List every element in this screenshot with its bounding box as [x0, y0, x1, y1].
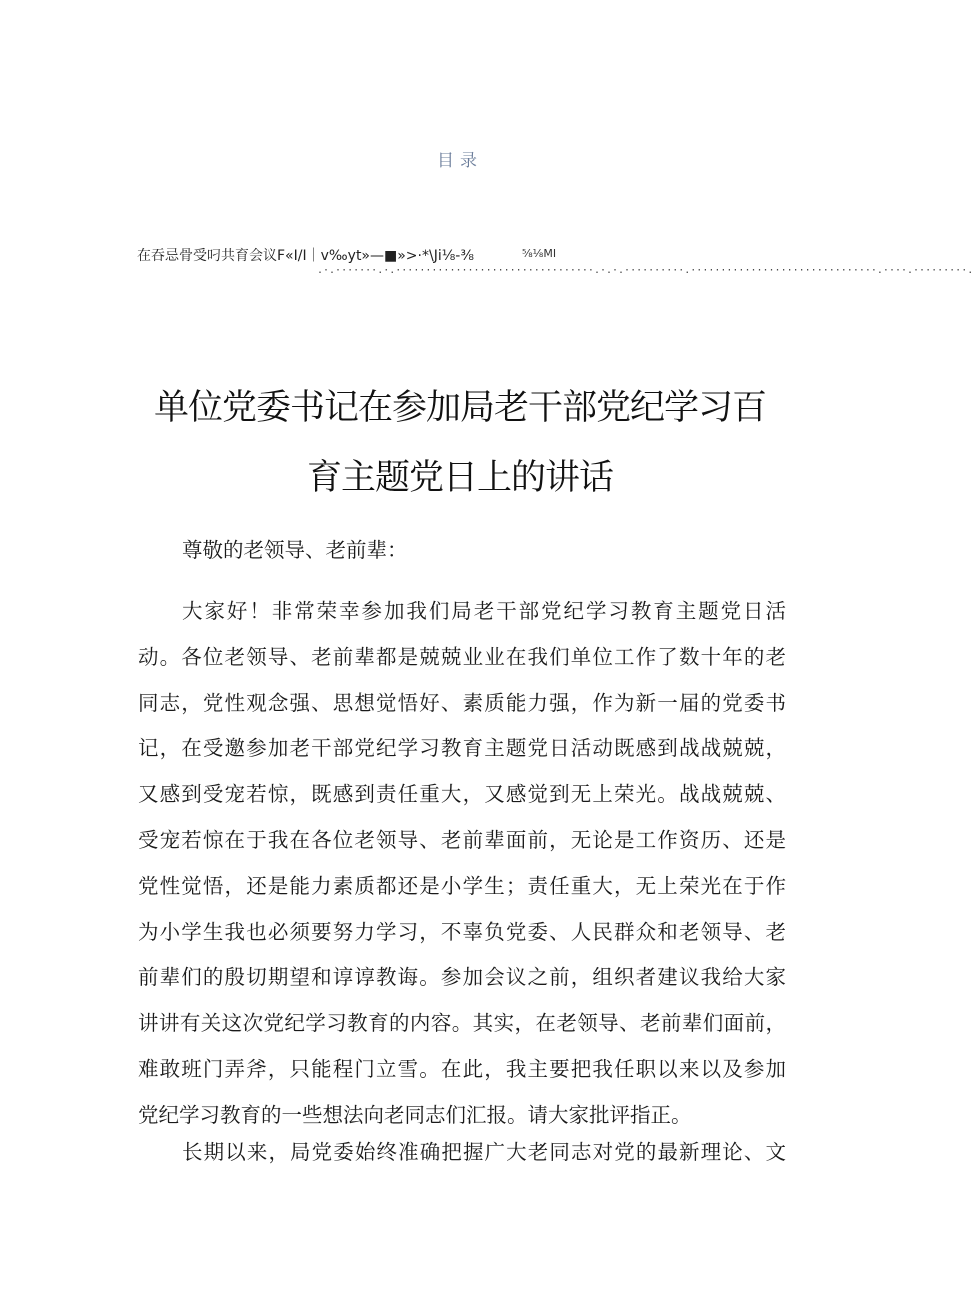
paragraph-line: 又感到受宠若惊，既感到责任重大，又感觉到无上荣光。战战兢兢、	[138, 782, 786, 807]
paragraph-2	[138, 1130, 786, 1176]
toc-entry[interactable]	[137, 245, 973, 289]
paragraph-line: 受宠若惊在于我在各位老领导、老前辈面前，无论是工作资历、还是	[138, 827, 786, 852]
paragraph-line: 讲讲有关这次党纪学习教育的内容。其实，在老领导、老前辈们面前，	[138, 1011, 786, 1036]
toc-entry-text: 在吞忌骨受叼共育会议F«I/I｜v‰yt»—■»>·*\Ji⅛-⅜	[137, 248, 474, 264]
paragraph-line: 长期以来，局党委始终准确把握广大老同志对党的最新理论、文	[182, 1140, 786, 1164]
document-title-line-2: 育主题党日上的讲话	[306, 458, 613, 498]
paragraph-1	[138, 589, 786, 1139]
paragraph-line: 党性觉悟，还是能力素质都还是小学生；责任重大，无上荣光在于作	[138, 873, 786, 898]
paragraph-line: 大家好！非常荣幸参加我们局老干部党纪学习教育主题党日活	[182, 599, 786, 623]
paragraph-line: 动。各位老领导、老前辈都是兢兢业业在我们单位工作了数十年的老	[138, 644, 786, 669]
paragraph-line: 同志，党性观念强、思想觉悟好、素质能力强，作为新一届的党委书	[138, 690, 786, 715]
paragraph-line: 难敢班门弄斧，只能程门立雪。在此，我主要把我任职以来以及参加	[138, 1056, 786, 1081]
toc-entry-page-ref: ⅝⅛MI	[522, 247, 557, 260]
paragraph-line: 为小学生我也必须要努力学习，不辜负党委、人民群众和老领导、老	[138, 919, 786, 944]
paragraph-line: 前辈们的殷切期望和谆谆教诲。参加会议之前，组织者建议我给大家	[138, 965, 786, 990]
salutation: 尊敬的老领导、老前辈：	[182, 538, 408, 562]
paragraph-line: 党纪学习教育的一些想法向老同志们汇报。请大家批评指正。	[138, 1102, 692, 1127]
toc-leader-dots: .·.·······.·.·································.·.·.··········.·······························.····.·········.	[317, 265, 973, 276]
toc-heading: 目录	[437, 151, 483, 171]
document-title-line-1: 单位党委书记在参加局老干部党纪学习百	[153, 388, 766, 428]
paragraph-line: 记，在受邀参加老干部党纪学习教育主题党日活动既感到战战兢兢，	[138, 736, 786, 761]
